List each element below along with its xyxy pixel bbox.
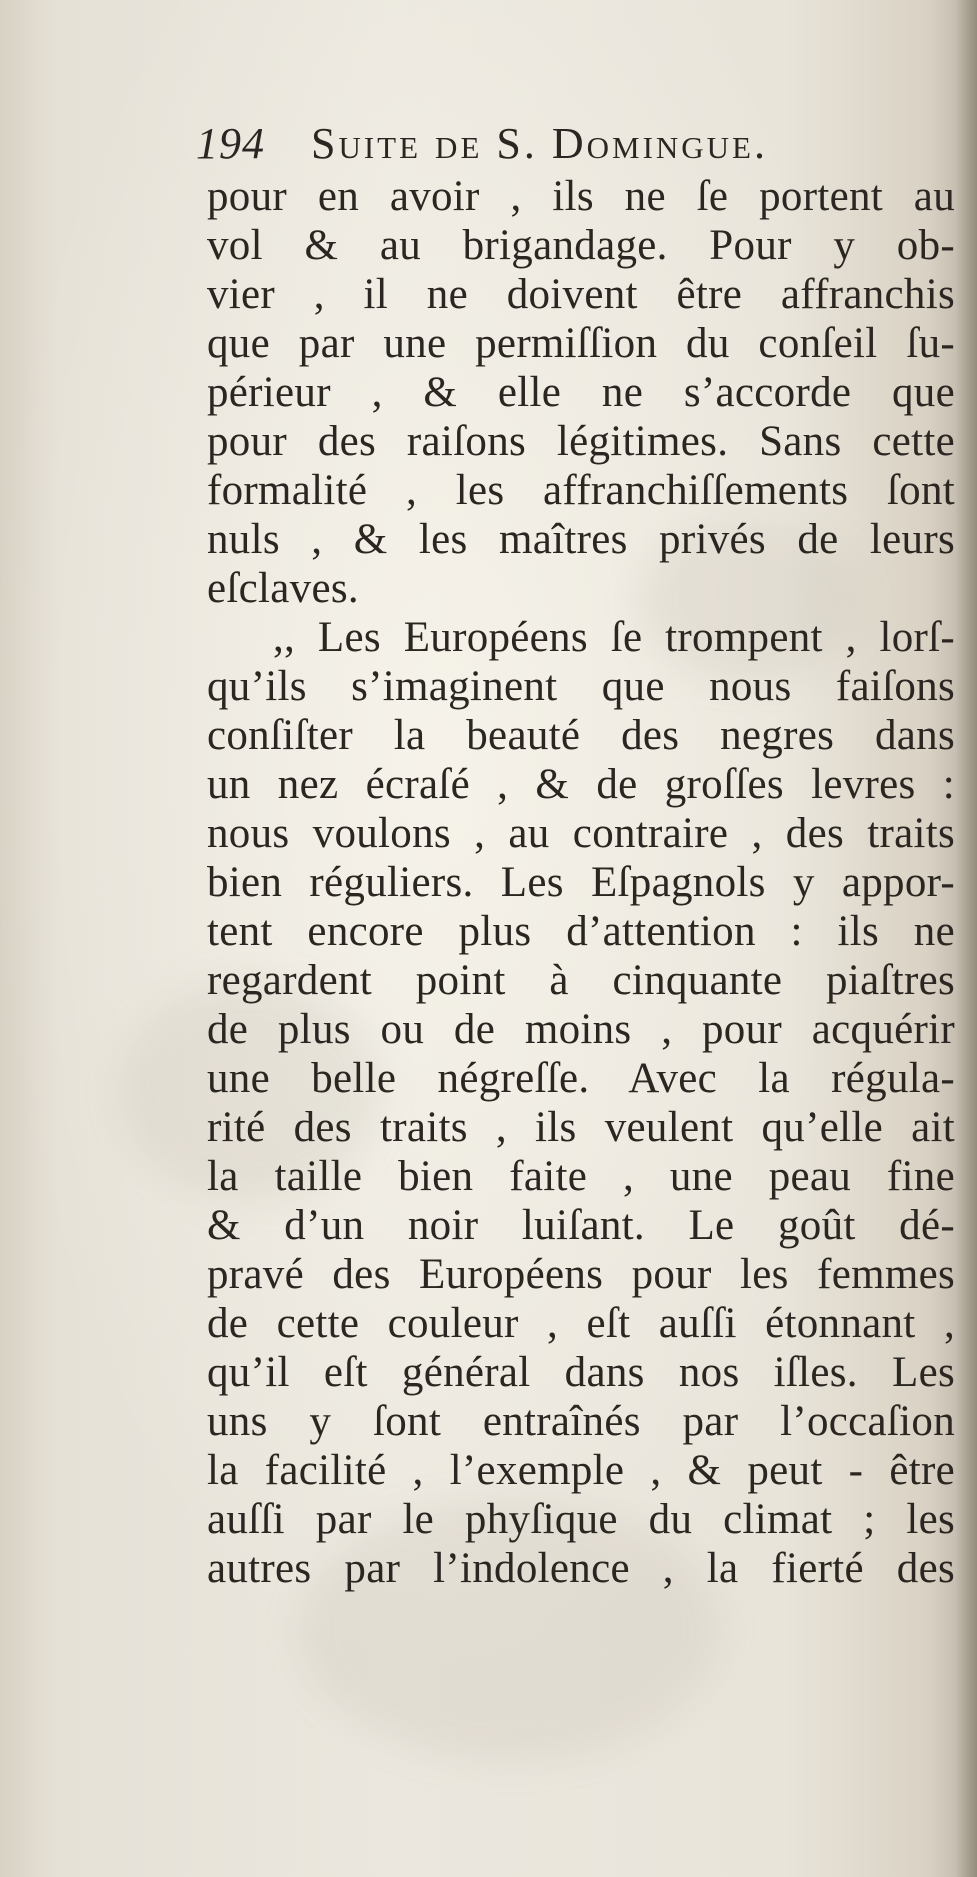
text-line: regardent point à cinquante piaſtres [207,957,955,1004]
text-line: bien réguliers. Les Eſpagnols y appor- [207,859,955,906]
running-head [196,118,956,178]
text-line: rité des traits , ils veulent qu’elle ait [207,1104,955,1151]
text-line: que par une permiſſion du conſeil ſu- [207,320,955,367]
text-line: la taille bien faite , une peau fine [207,1153,955,1200]
text-line: de plus ou de moins , pour acquérir [207,1006,955,1053]
text-line: pour des raiſons légitimes. Sans cette [207,418,955,465]
text-line: pravé des Européens pour les femmes [207,1251,955,1298]
text-line: qu’ils s’imaginent que nous faiſons [207,663,955,710]
text-line: & d’un noir luiſant. Le goût dé- [207,1202,955,1249]
text-line: auſſi par le phyſique du climat ; les [207,1496,955,1543]
running-title: Suite de S. Domingue. [311,119,768,168]
text-line: nuls , & les maîtres privés de leurs [207,516,955,563]
text-line: un nez écraſé , & de groſſes levres : [207,761,955,808]
text-line: vol & au brigandage. Pour y ob- [207,222,955,269]
text-line: une belle négreſſe. Avec la régula- [207,1055,955,1102]
text-line: la facilité , l’exemple , & peut - être [207,1447,955,1494]
text-line: nous voulons , au contraire , des traits [207,810,955,857]
page-number: 194 [196,119,265,168]
text-line: conſiſter la beauté des negres dans [207,712,955,759]
body-text [207,172,955,1593]
text-line: périeur , & elle ne s’accorde que [207,369,955,416]
text-line: qu’il eſt général dans nos iſles. Les [207,1349,955,1396]
text-line: vier , il ne doivent être affranchis [207,271,955,318]
text-line: uns y ſont entraînés par l’occaſion [207,1398,955,1445]
text-line: tent encore plus d’attention : ils ne [207,908,955,955]
text-line: formalité , les affranchiſſements ſont [207,467,955,514]
paragraph-end-line: eſclaves. [207,565,359,612]
paragraph-start-line: ,, Les Européens ſe trompent , lorſ- [273,614,955,661]
text-line: autres par l’indolence , la fierté des [207,1545,955,1592]
page-edge-shadow [955,0,977,1877]
text-line: pour en avoir , ils ne ſe portent au [207,173,955,220]
text-line: de cette couleur , eſt auſſi étonnant , [207,1300,955,1347]
